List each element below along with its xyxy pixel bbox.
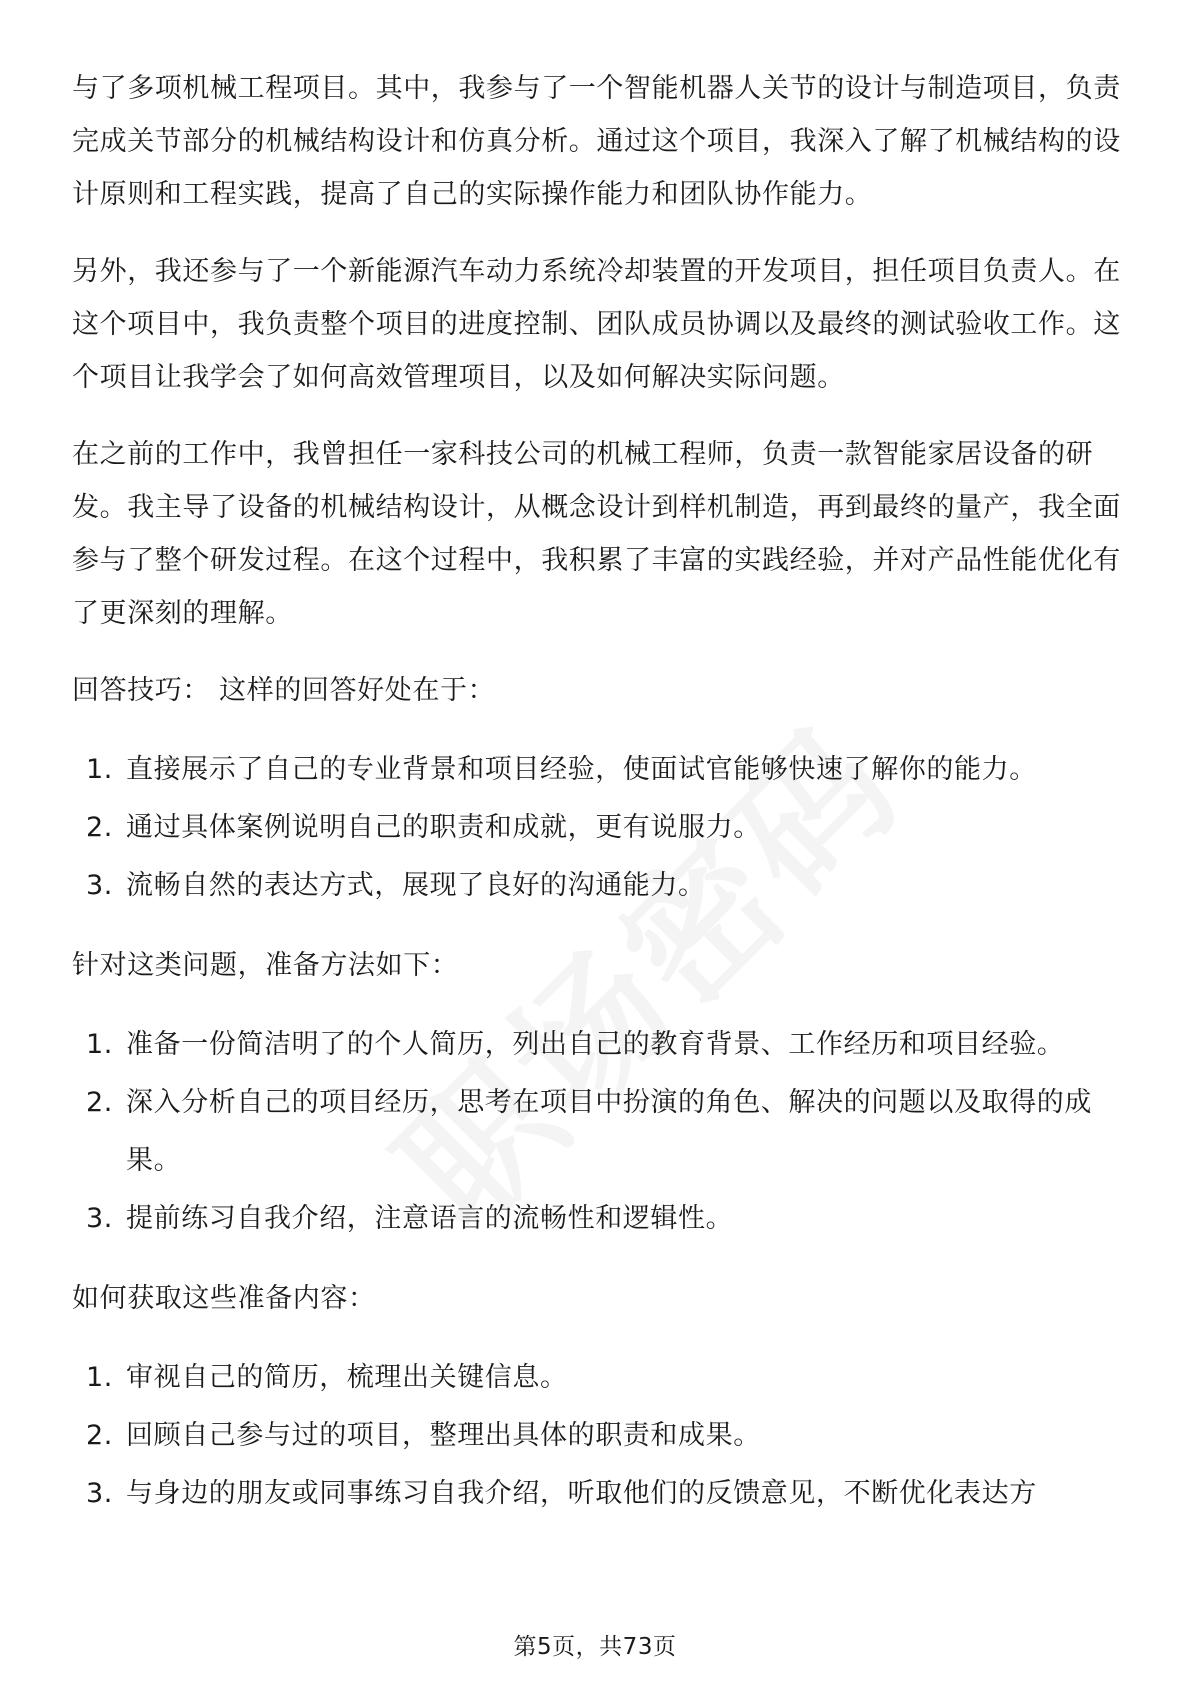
- list-item-number: 1.: [86, 754, 113, 785]
- numbered-list: [72, 741, 1132, 915]
- list-item-text: 通过具体案例说明自己的职责和成就，更有说服力。: [126, 812, 761, 843]
- list-item: [72, 1465, 1132, 1523]
- list-item-number: 3.: [86, 1203, 113, 1234]
- list-item-text: 与身边的朋友或同事练习自我介绍，听取他们的反馈意见，不断优化表达方: [126, 1478, 1037, 1509]
- list-item: [72, 1349, 1132, 1407]
- list-item-text: 准备一份简洁明了的个人简历，列出自己的教育背景、工作经历和项目经验。: [126, 1029, 1065, 1060]
- list-item-text: 深入分析自己的项目经历，思考在项目中扮演的角色、解决的问题以及取得的成果。: [126, 1087, 1092, 1176]
- list-item-text: 回顾自己参与过的项目，整理出具体的职责和成果。: [126, 1420, 761, 1451]
- list-item-text: 审视自己的简历，梳理出关键信息。: [126, 1362, 568, 1393]
- numbered-list: [72, 1349, 1132, 1523]
- list-item: [72, 1190, 1132, 1248]
- list-item: [72, 1407, 1132, 1465]
- section-heading: 如何获取这些准备内容：: [72, 1283, 376, 1314]
- list-item-number: 2.: [86, 1087, 113, 1118]
- list-item: [72, 1074, 1132, 1190]
- list-item: [72, 1016, 1132, 1074]
- section-heading: 针对这类问题，准备方法如下：: [72, 950, 459, 981]
- paragraph: 在之前的工作中，我曾担任一家科技公司的机械工程师，负责一款智能家居设备的研发。我主导了设备的机械结构设计，从概念设计到样机制造，再到最终的量产，我全面参与了整个研发过程。在这个过程中，我积累了丰富的实践经验，并对产品性能优化有了更深刻的理解。: [72, 439, 1121, 629]
- list-item: [72, 741, 1132, 799]
- list-item-text: 提前练习自我介绍，注意语言的流畅性和逻辑性。: [126, 1203, 734, 1234]
- list-item-number: 1.: [86, 1029, 113, 1060]
- list-item-text: 流畅自然的表达方式，展现了良好的沟通能力。: [126, 870, 706, 901]
- list-item: [72, 857, 1132, 915]
- list-item-text: 直接展示了自己的专业背景和项目经验，使面试官能够快速了解你的能力。: [126, 754, 1037, 785]
- list-item-number: 2.: [86, 812, 113, 843]
- numbered-list: [72, 1016, 1132, 1248]
- list-item-number: 3.: [86, 1478, 113, 1509]
- page-number: 第5页，共73页: [513, 1634, 677, 1660]
- list-item-number: 3.: [86, 870, 113, 901]
- list-item-number: 1.: [86, 1362, 113, 1393]
- paragraph: 另外，我还参与了一个新能源汽车动力系统冷却装置的开发项目，担任项目负责人。在这个项目中，我负责整个项目的进度控制、团队成员协调以及最终的测试验收工作。这个项目让我学会了如何高效管理项目，以及如何解决实际问题。: [72, 256, 1121, 393]
- paragraph: 与了多项机械工程项目。其中，我参与了一个智能机器人关节的设计与制造项目，负责完成关节部分的机械结构设计和仿真分析。通过这个项目，我深入了解了机械结构的设计原则和工程实践，提高了自己的实际操作能力和团队协作能力。: [72, 73, 1121, 210]
- list-item-number: 2.: [86, 1420, 113, 1451]
- section-heading: 回答技巧： 这样的回答好处在于：: [72, 675, 496, 706]
- document-content: [72, 62, 1132, 1547]
- list-item: [72, 799, 1132, 857]
